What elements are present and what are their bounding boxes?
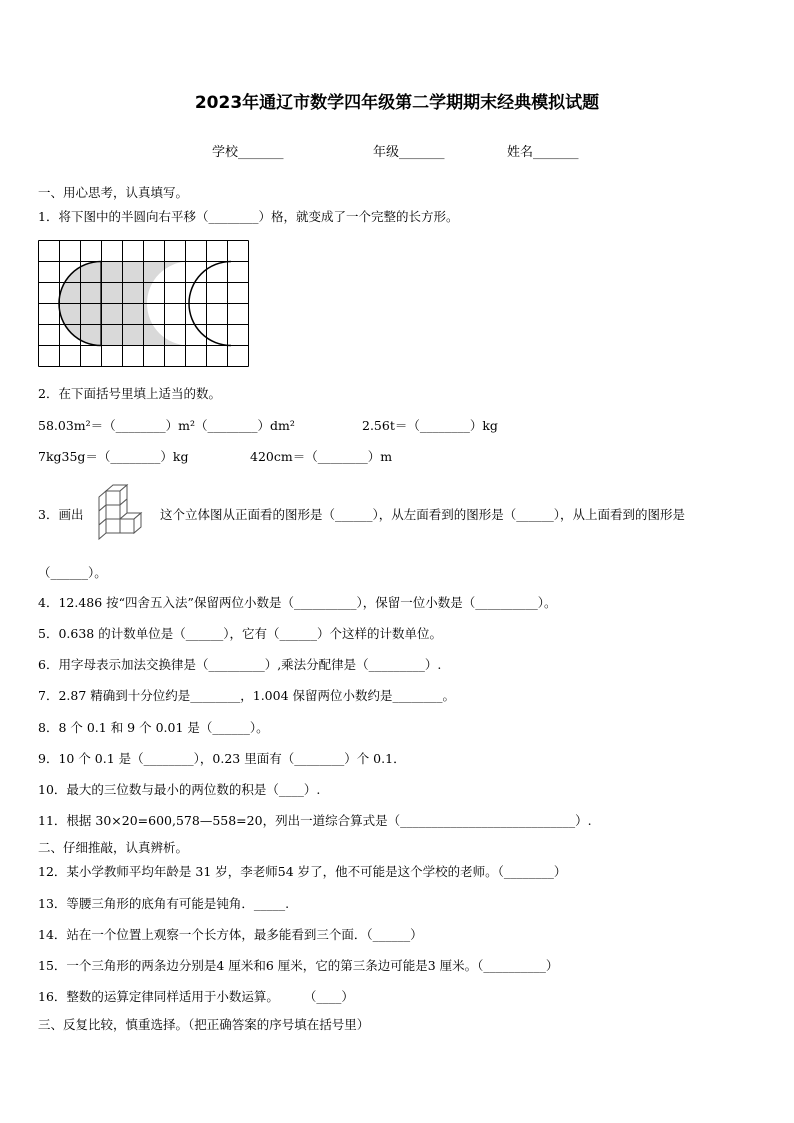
section-3-heading: 三、反复比较，慎重选择。（把正确答案的序号填在括号里） [38, 1017, 370, 1032]
question-12: 12．某小学教师平均年龄是 31 岁，李老师54 岁了，他不可能是这个学校的老师。（________） [38, 864, 567, 879]
page-title: 2023年通辽市数学四年级第二学期期末经典模拟试题 [194, 93, 600, 113]
question-2a: 58.03m²＝（________）m²（________）dm² [38, 418, 295, 433]
question-15: 15．一个三角形的两条边分别是4 厘米和6 厘米，它的第三条边可能是3 厘米。（__________） [38, 958, 559, 973]
school-field: 学校_______ [212, 145, 284, 160]
question-1: 1．将下图中的半圆向右平移（________）格，就变成了一个完整的长方形。 [38, 209, 459, 224]
question-5: 5．0.638 的计数单位是（______），它有（______）个这样的计数单位。 [38, 626, 442, 641]
grid-semicircle-figure [38, 240, 252, 370]
question-2d: 420cm＝（________）m [250, 449, 393, 464]
question-14: 14．站在一个位置上观察一个长方体，最多能看到三个面．（______） [38, 927, 423, 942]
question-6: 6．用字母表示加法交换律是（_________）,乘法分配律是（_________）. [38, 657, 442, 672]
question-9: 9．10 个 0.1 是（________），0.23 里面有（________）个 0.1． [38, 751, 406, 766]
question-3-prefix: 3．画出 [38, 507, 84, 522]
question-4: 4．12.486 按“四舍五入法”保留两位小数是（__________），保留一位小数是（__________）。 [38, 595, 557, 610]
name-field: 姓名_______ [507, 145, 579, 160]
section-1-heading: 一、用心思考，认真填写。 [38, 185, 189, 200]
question-11: 11．根据 30×20=600,578—558=20，列出一道综合算式是（____________________________）. [38, 813, 592, 828]
grade-field: 年级_______ [373, 145, 445, 160]
question-13: 13．等腰三角形的底角有可能是钝角．_____. [38, 896, 290, 911]
question-2: 2．在下面括号里填上适当的数。 [38, 386, 221, 401]
stacked-cubes-figure [96, 484, 146, 542]
section-2-heading: 二、仔细推敲，认真辨析。 [38, 840, 189, 855]
question-10: 10．最大的三位数与最小的两位数的积是（____）. [38, 782, 321, 797]
question-7: 7．2.87 精确到十分位约是________，1.004 保留两位小数约是________。 [38, 688, 456, 703]
question-3-tail: （______）。 [38, 565, 107, 580]
question-8: 8．8 个 0.1 和 9 个 0.01 是（______）。 [38, 720, 269, 735]
question-16: 16．整数的运算定律同样适用于小数运算。 （____） [38, 989, 354, 1004]
question-3-text: 这个立体图从正面看的图形是（______），从左面看到的图形是（______），从上面看到的图形是 [160, 507, 686, 522]
question-2b: 2.56t＝（________）kg [362, 418, 498, 433]
question-2c: 7kg35g＝（________）kg [38, 449, 189, 464]
